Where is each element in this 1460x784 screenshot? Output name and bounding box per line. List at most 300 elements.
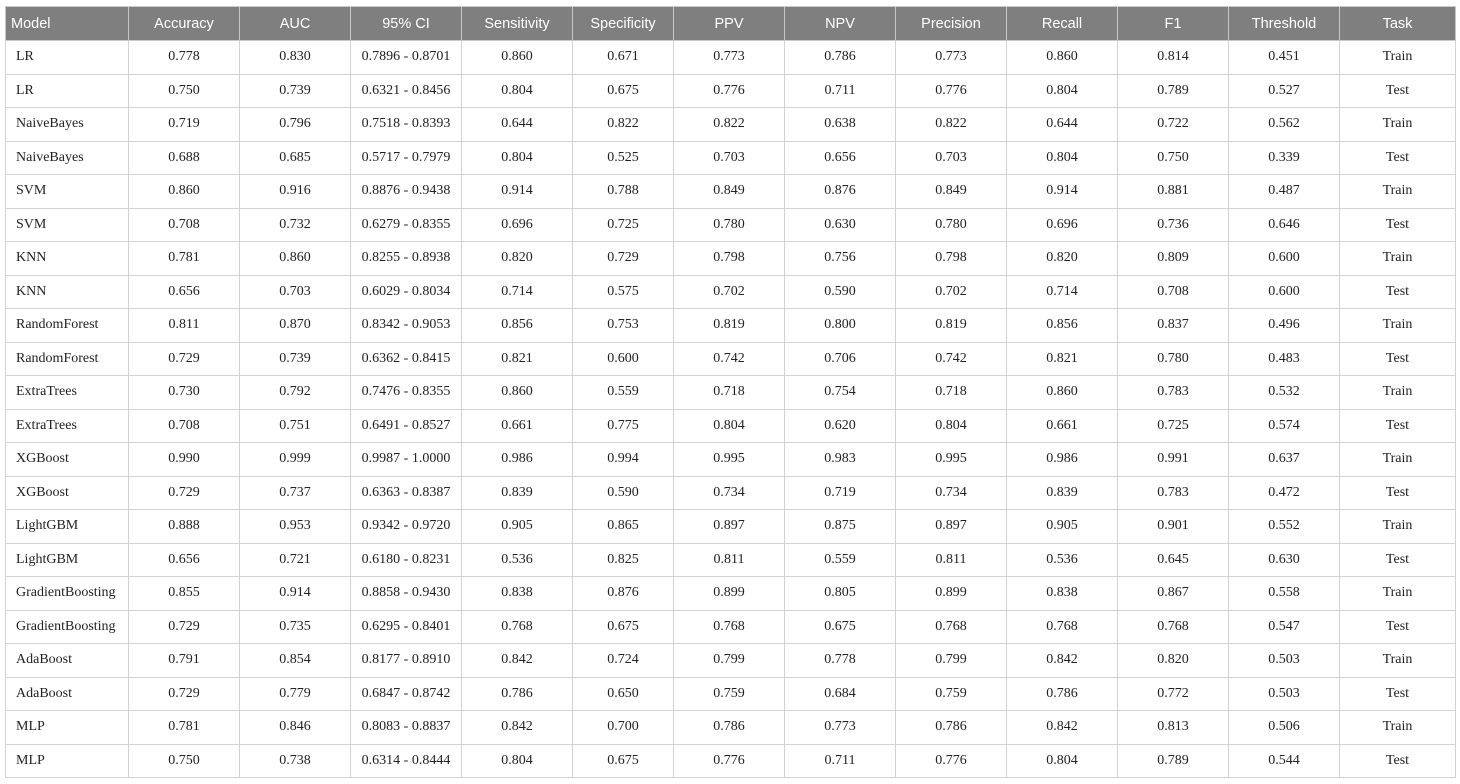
table-cell: 0.780 <box>674 208 785 242</box>
table-cell: 0.718 <box>896 376 1007 410</box>
table-row <box>6 309 1456 343</box>
table-cell: LightGBM <box>6 510 129 544</box>
table-cell: 0.753 <box>573 309 674 343</box>
table-cell: 0.552 <box>1229 510 1340 544</box>
table-cell: 0.527 <box>1229 74 1340 108</box>
table-cell: 0.856 <box>462 309 573 343</box>
table-cell: 0.783 <box>1118 376 1229 410</box>
table-cell: 0.804 <box>674 409 785 443</box>
table-cell: 0.656 <box>129 275 240 309</box>
table-cell: 0.684 <box>785 677 896 711</box>
table-cell: 0.600 <box>1229 275 1340 309</box>
table-cell: 0.838 <box>1007 577 1118 611</box>
table-cell: 0.9987 - 1.0000 <box>351 443 462 477</box>
table-row <box>6 577 1456 611</box>
column-header-ppv: PPV <box>674 7 785 41</box>
table-cell: Test <box>1340 275 1456 309</box>
table-cell: 0.820 <box>1007 242 1118 276</box>
table-cell: 0.6491 - 0.8527 <box>351 409 462 443</box>
table-cell: 0.899 <box>674 577 785 611</box>
table-cell: 0.714 <box>1007 275 1118 309</box>
table-cell: KNN <box>6 275 129 309</box>
table-cell: 0.6279 - 0.8355 <box>351 208 462 242</box>
table-cell: Train <box>1340 309 1456 343</box>
table-cell: 0.620 <box>785 409 896 443</box>
table-cell: 0.870 <box>240 309 351 343</box>
table-cell: 0.804 <box>1007 74 1118 108</box>
table-cell: 0.811 <box>674 543 785 577</box>
table-row <box>6 476 1456 510</box>
table-cell: 0.994 <box>573 443 674 477</box>
table-cell: Train <box>1340 711 1456 745</box>
table-cell: 0.703 <box>674 141 785 175</box>
table-cell: 0.995 <box>896 443 1007 477</box>
table-cell: Train <box>1340 644 1456 678</box>
table-cell: 0.995 <box>674 443 785 477</box>
table-header-row <box>6 7 1456 41</box>
table-cell: 0.656 <box>129 543 240 577</box>
table-cell: 0.8342 - 0.9053 <box>351 309 462 343</box>
table-row <box>6 744 1456 778</box>
table-cell: 0.703 <box>896 141 1007 175</box>
table-cell: 0.6321 - 0.8456 <box>351 74 462 108</box>
table-cell: 0.786 <box>462 677 573 711</box>
table-cell: 0.897 <box>896 510 1007 544</box>
table-cell: 0.839 <box>1007 476 1118 510</box>
column-header-recall: Recall <box>1007 7 1118 41</box>
table-cell: 0.9342 - 0.9720 <box>351 510 462 544</box>
table-cell: 0.754 <box>785 376 896 410</box>
table-row <box>6 74 1456 108</box>
table-cell: 0.718 <box>674 376 785 410</box>
table-cell: Test <box>1340 476 1456 510</box>
table-cell: 0.914 <box>1007 175 1118 209</box>
table-cell: 0.644 <box>1007 108 1118 142</box>
table-cell: 0.503 <box>1229 677 1340 711</box>
table-cell: 0.600 <box>1229 242 1340 276</box>
table-cell: 0.905 <box>1007 510 1118 544</box>
table-row <box>6 275 1456 309</box>
table-row <box>6 510 1456 544</box>
table-cell: 0.860 <box>1007 41 1118 75</box>
table-cell: 0.559 <box>785 543 896 577</box>
table-cell: XGBoost <box>6 443 129 477</box>
table-cell: 0.983 <box>785 443 896 477</box>
table-cell: RandomForest <box>6 342 129 376</box>
table-cell: 0.630 <box>1229 543 1340 577</box>
table-cell: 0.496 <box>1229 309 1340 343</box>
table-row <box>6 677 1456 711</box>
table-cell: 0.675 <box>573 610 674 644</box>
table-cell: LR <box>6 74 129 108</box>
table-cell: 0.6362 - 0.8415 <box>351 342 462 376</box>
table-cell: 0.776 <box>674 74 785 108</box>
table-cell: Test <box>1340 744 1456 778</box>
table-cell: Train <box>1340 443 1456 477</box>
table-cell: 0.842 <box>1007 644 1118 678</box>
table-cell: Train <box>1340 577 1456 611</box>
table-cell: 0.6847 - 0.8742 <box>351 677 462 711</box>
table-cell: 0.729 <box>129 610 240 644</box>
table-cell: 0.776 <box>674 744 785 778</box>
table-row <box>6 610 1456 644</box>
table-cell: 0.990 <box>129 443 240 477</box>
table-row <box>6 141 1456 175</box>
table-cell: 0.590 <box>573 476 674 510</box>
table-cell: 0.532 <box>1229 376 1340 410</box>
table-cell: 0.645 <box>1118 543 1229 577</box>
table-cell: Train <box>1340 41 1456 75</box>
column-header-model: Model <box>6 7 129 41</box>
table-cell: 0.706 <box>785 342 896 376</box>
table-cell: 0.708 <box>129 208 240 242</box>
table-cell: 0.451 <box>1229 41 1340 75</box>
table-cell: 0.759 <box>674 677 785 711</box>
table-cell: 0.750 <box>1118 141 1229 175</box>
table-cell: RandomForest <box>6 309 129 343</box>
table-cell: 0.860 <box>462 376 573 410</box>
table-cell: 0.778 <box>785 644 896 678</box>
table-cell: 0.8177 - 0.8910 <box>351 644 462 678</box>
table-cell: 0.714 <box>462 275 573 309</box>
table-cell: 0.860 <box>240 242 351 276</box>
table-cell: 0.6314 - 0.8444 <box>351 744 462 778</box>
table-cell: 0.768 <box>674 610 785 644</box>
table-cell: 0.838 <box>462 577 573 611</box>
table-cell: 0.799 <box>674 644 785 678</box>
table-row <box>6 175 1456 209</box>
table-cell: 0.888 <box>129 510 240 544</box>
table-cell: 0.739 <box>240 342 351 376</box>
table-cell: 0.688 <box>129 141 240 175</box>
table-cell: 0.719 <box>129 108 240 142</box>
table-cell: 0.773 <box>785 711 896 745</box>
column-header-npv: NPV <box>785 7 896 41</box>
table-cell: 0.742 <box>674 342 785 376</box>
table-cell: 0.734 <box>674 476 785 510</box>
table-cell: 0.544 <box>1229 744 1340 778</box>
table-cell: GradientBoosting <box>6 577 129 611</box>
table-row <box>6 711 1456 745</box>
table-cell: 0.849 <box>674 175 785 209</box>
table-cell: 0.854 <box>240 644 351 678</box>
table-cell: 0.756 <box>785 242 896 276</box>
table-cell: 0.780 <box>1118 342 1229 376</box>
table-cell: 0.725 <box>1118 409 1229 443</box>
table-cell: 0.559 <box>573 376 674 410</box>
table-cell: 0.799 <box>896 644 1007 678</box>
table-cell: 0.751 <box>240 409 351 443</box>
table-cell: 0.671 <box>573 41 674 75</box>
column-header-accuracy: Accuracy <box>129 7 240 41</box>
table-cell: 0.986 <box>1007 443 1118 477</box>
table-cell: 0.999 <box>240 443 351 477</box>
table-cell: 0.860 <box>1007 376 1118 410</box>
table-cell: ExtraTrees <box>6 376 129 410</box>
table-cell: 0.738 <box>240 744 351 778</box>
table-cell: 0.811 <box>129 309 240 343</box>
table-cell: 0.897 <box>674 510 785 544</box>
table-cell: 0.820 <box>462 242 573 276</box>
table-cell: 0.786 <box>674 711 785 745</box>
table-cell: 0.800 <box>785 309 896 343</box>
table-cell: 0.786 <box>1007 677 1118 711</box>
table-cell: 0.786 <box>785 41 896 75</box>
table-cell: 0.675 <box>785 610 896 644</box>
table-cell: 0.483 <box>1229 342 1340 376</box>
table-cell: 0.798 <box>896 242 1007 276</box>
table-cell: 0.7476 - 0.8355 <box>351 376 462 410</box>
table-cell: 0.773 <box>674 41 785 75</box>
table-cell: 0.702 <box>896 275 1007 309</box>
table-cell: 0.789 <box>1118 74 1229 108</box>
table-cell: 0.804 <box>1007 744 1118 778</box>
table-cell: Test <box>1340 409 1456 443</box>
column-header-f1: F1 <box>1118 7 1229 41</box>
table-cell: 0.881 <box>1118 175 1229 209</box>
table-cell: MLP <box>6 711 129 745</box>
table-cell: Train <box>1340 376 1456 410</box>
table-cell: 0.487 <box>1229 175 1340 209</box>
table-cell: 0.724 <box>573 644 674 678</box>
table-cell: 0.656 <box>785 141 896 175</box>
table-cell: 0.721 <box>240 543 351 577</box>
table-cell: 0.914 <box>462 175 573 209</box>
table-cell: XGBoost <box>6 476 129 510</box>
table-cell: 0.775 <box>573 409 674 443</box>
table-cell: Test <box>1340 208 1456 242</box>
results-table-container <box>5 6 1455 778</box>
table-cell: 0.916 <box>240 175 351 209</box>
table-cell: 0.914 <box>240 577 351 611</box>
table-cell: 0.729 <box>573 242 674 276</box>
table-cell: 0.783 <box>1118 476 1229 510</box>
table-cell: 0.742 <box>896 342 1007 376</box>
table-cell: ExtraTrees <box>6 409 129 443</box>
table-cell: 0.562 <box>1229 108 1340 142</box>
table-cell: 0.792 <box>240 376 351 410</box>
table-cell: 0.788 <box>573 175 674 209</box>
table-cell: 0.708 <box>129 409 240 443</box>
table-cell: 0.503 <box>1229 644 1340 678</box>
table-cell: 0.796 <box>240 108 351 142</box>
table-cell: 0.804 <box>462 141 573 175</box>
table-cell: AdaBoost <box>6 644 129 678</box>
table-cell: 0.821 <box>1007 342 1118 376</box>
column-header-threshold: Threshold <box>1229 7 1340 41</box>
table-cell: 0.735 <box>240 610 351 644</box>
table-row <box>6 208 1456 242</box>
table-cell: 0.6029 - 0.8034 <box>351 275 462 309</box>
table-cell: 0.825 <box>573 543 674 577</box>
table-cell: SVM <box>6 175 129 209</box>
table-cell: 0.804 <box>462 74 573 108</box>
table-cell: 0.675 <box>573 74 674 108</box>
table-cell: 0.814 <box>1118 41 1229 75</box>
table-cell: 0.558 <box>1229 577 1340 611</box>
table-body <box>6 41 1456 778</box>
table-cell: 0.821 <box>462 342 573 376</box>
table-cell: 0.339 <box>1229 141 1340 175</box>
table-cell: 0.675 <box>573 744 674 778</box>
table-row <box>6 376 1456 410</box>
table-cell: 0.860 <box>462 41 573 75</box>
table-cell: 0.860 <box>129 175 240 209</box>
table-cell: Train <box>1340 108 1456 142</box>
table-cell: 0.729 <box>129 476 240 510</box>
table-cell: 0.811 <box>896 543 1007 577</box>
table-cell: 0.779 <box>240 677 351 711</box>
table-cell: 0.590 <box>785 275 896 309</box>
table-cell: 0.700 <box>573 711 674 745</box>
table-cell: KNN <box>6 242 129 276</box>
table-cell: 0.730 <box>129 376 240 410</box>
table-cell: 0.865 <box>573 510 674 544</box>
table-cell: 0.661 <box>462 409 573 443</box>
table-cell: 0.575 <box>573 275 674 309</box>
table-cell: 0.781 <box>129 242 240 276</box>
table-cell: 0.991 <box>1118 443 1229 477</box>
table-row <box>6 409 1456 443</box>
table-row <box>6 543 1456 577</box>
table-cell: 0.525 <box>573 141 674 175</box>
table-cell: 0.780 <box>896 208 1007 242</box>
table-cell: 0.711 <box>785 74 896 108</box>
table-cell: 0.736 <box>1118 208 1229 242</box>
table-cell: 0.768 <box>462 610 573 644</box>
table-cell: 0.899 <box>896 577 1007 611</box>
table-cell: 0.8858 - 0.9430 <box>351 577 462 611</box>
table-cell: 0.711 <box>785 744 896 778</box>
table-cell: 0.805 <box>785 577 896 611</box>
table-cell: 0.772 <box>1118 677 1229 711</box>
table-cell: 0.8083 - 0.8837 <box>351 711 462 745</box>
table-cell: 0.830 <box>240 41 351 75</box>
table-cell: Train <box>1340 510 1456 544</box>
table-cell: 0.822 <box>674 108 785 142</box>
table-cell: 0.819 <box>896 309 1007 343</box>
table-cell: 0.875 <box>785 510 896 544</box>
table-cell: 0.6295 - 0.8401 <box>351 610 462 644</box>
table-cell: 0.820 <box>1118 644 1229 678</box>
table-cell: Test <box>1340 610 1456 644</box>
table-cell: 0.813 <box>1118 711 1229 745</box>
table-cell: 0.661 <box>1007 409 1118 443</box>
table-cell: GradientBoosting <box>6 610 129 644</box>
table-cell: 0.856 <box>1007 309 1118 343</box>
table-cell: 0.837 <box>1118 309 1229 343</box>
table-cell: 0.776 <box>896 74 1007 108</box>
table-cell: 0.7896 - 0.8701 <box>351 41 462 75</box>
table-cell: 0.8255 - 0.8938 <box>351 242 462 276</box>
table-cell: 0.768 <box>1118 610 1229 644</box>
table-cell: 0.804 <box>1007 141 1118 175</box>
table-cell: 0.696 <box>1007 208 1118 242</box>
column-header-95-ci: 95% CI <box>351 7 462 41</box>
table-cell: 0.842 <box>462 711 573 745</box>
table-cell: 0.750 <box>129 744 240 778</box>
table-cell: 0.472 <box>1229 476 1340 510</box>
table-cell: 0.781 <box>129 711 240 745</box>
table-cell: 0.822 <box>896 108 1007 142</box>
table-cell: 0.722 <box>1118 108 1229 142</box>
table-cell: 0.703 <box>240 275 351 309</box>
table-cell: 0.729 <box>129 677 240 711</box>
table-cell: 0.804 <box>462 744 573 778</box>
table-row <box>6 644 1456 678</box>
table-cell: 0.637 <box>1229 443 1340 477</box>
table-cell: 0.849 <box>896 175 1007 209</box>
table-cell: 0.986 <box>462 443 573 477</box>
table-row <box>6 41 1456 75</box>
table-row <box>6 108 1456 142</box>
table-cell: 0.630 <box>785 208 896 242</box>
table-cell: 0.905 <box>462 510 573 544</box>
column-header-auc: AUC <box>240 7 351 41</box>
table-cell: 0.737 <box>240 476 351 510</box>
table-cell: 0.638 <box>785 108 896 142</box>
table-cell: Test <box>1340 342 1456 376</box>
table-cell: 0.6180 - 0.8231 <box>351 543 462 577</box>
table-cell: 0.768 <box>1007 610 1118 644</box>
table-cell: Test <box>1340 141 1456 175</box>
table-row <box>6 242 1456 276</box>
table-cell: 0.536 <box>1007 543 1118 577</box>
table-cell: 0.876 <box>573 577 674 611</box>
table-cell: 0.644 <box>462 108 573 142</box>
table-cell: 0.6363 - 0.8387 <box>351 476 462 510</box>
results-table <box>5 6 1456 778</box>
table-cell: 0.842 <box>1007 711 1118 745</box>
table-cell: 0.732 <box>240 208 351 242</box>
table-cell: Test <box>1340 543 1456 577</box>
table-cell: MLP <box>6 744 129 778</box>
table-cell: 0.7518 - 0.8393 <box>351 108 462 142</box>
table-cell: NaiveBayes <box>6 108 129 142</box>
column-header-task: Task <box>1340 7 1456 41</box>
table-cell: 0.846 <box>240 711 351 745</box>
column-header-sensitivity: Sensitivity <box>462 7 573 41</box>
table-row <box>6 342 1456 376</box>
table-cell: 0.798 <box>674 242 785 276</box>
table-cell: Train <box>1340 242 1456 276</box>
table-cell: Test <box>1340 677 1456 711</box>
table-cell: 0.506 <box>1229 711 1340 745</box>
table-cell: 0.8876 - 0.9438 <box>351 175 462 209</box>
table-cell: 0.789 <box>1118 744 1229 778</box>
table-cell: NaiveBayes <box>6 141 129 175</box>
table-cell: 0.768 <box>896 610 1007 644</box>
table-cell: Test <box>1340 74 1456 108</box>
table-cell: 0.739 <box>240 74 351 108</box>
table-cell: AdaBoost <box>6 677 129 711</box>
table-cell: 0.750 <box>129 74 240 108</box>
table-cell: 0.708 <box>1118 275 1229 309</box>
table-cell: 0.953 <box>240 510 351 544</box>
table-cell: 0.901 <box>1118 510 1229 544</box>
table-cell: 0.776 <box>896 744 1007 778</box>
table-cell: 0.600 <box>573 342 674 376</box>
table-cell: 0.759 <box>896 677 1007 711</box>
table-cell: 0.696 <box>462 208 573 242</box>
table-cell: 0.729 <box>129 342 240 376</box>
table-cell: 0.536 <box>462 543 573 577</box>
column-header-precision: Precision <box>896 7 1007 41</box>
table-cell: 0.778 <box>129 41 240 75</box>
table-row <box>6 443 1456 477</box>
table-cell: LR <box>6 41 129 75</box>
table-cell: 0.822 <box>573 108 674 142</box>
